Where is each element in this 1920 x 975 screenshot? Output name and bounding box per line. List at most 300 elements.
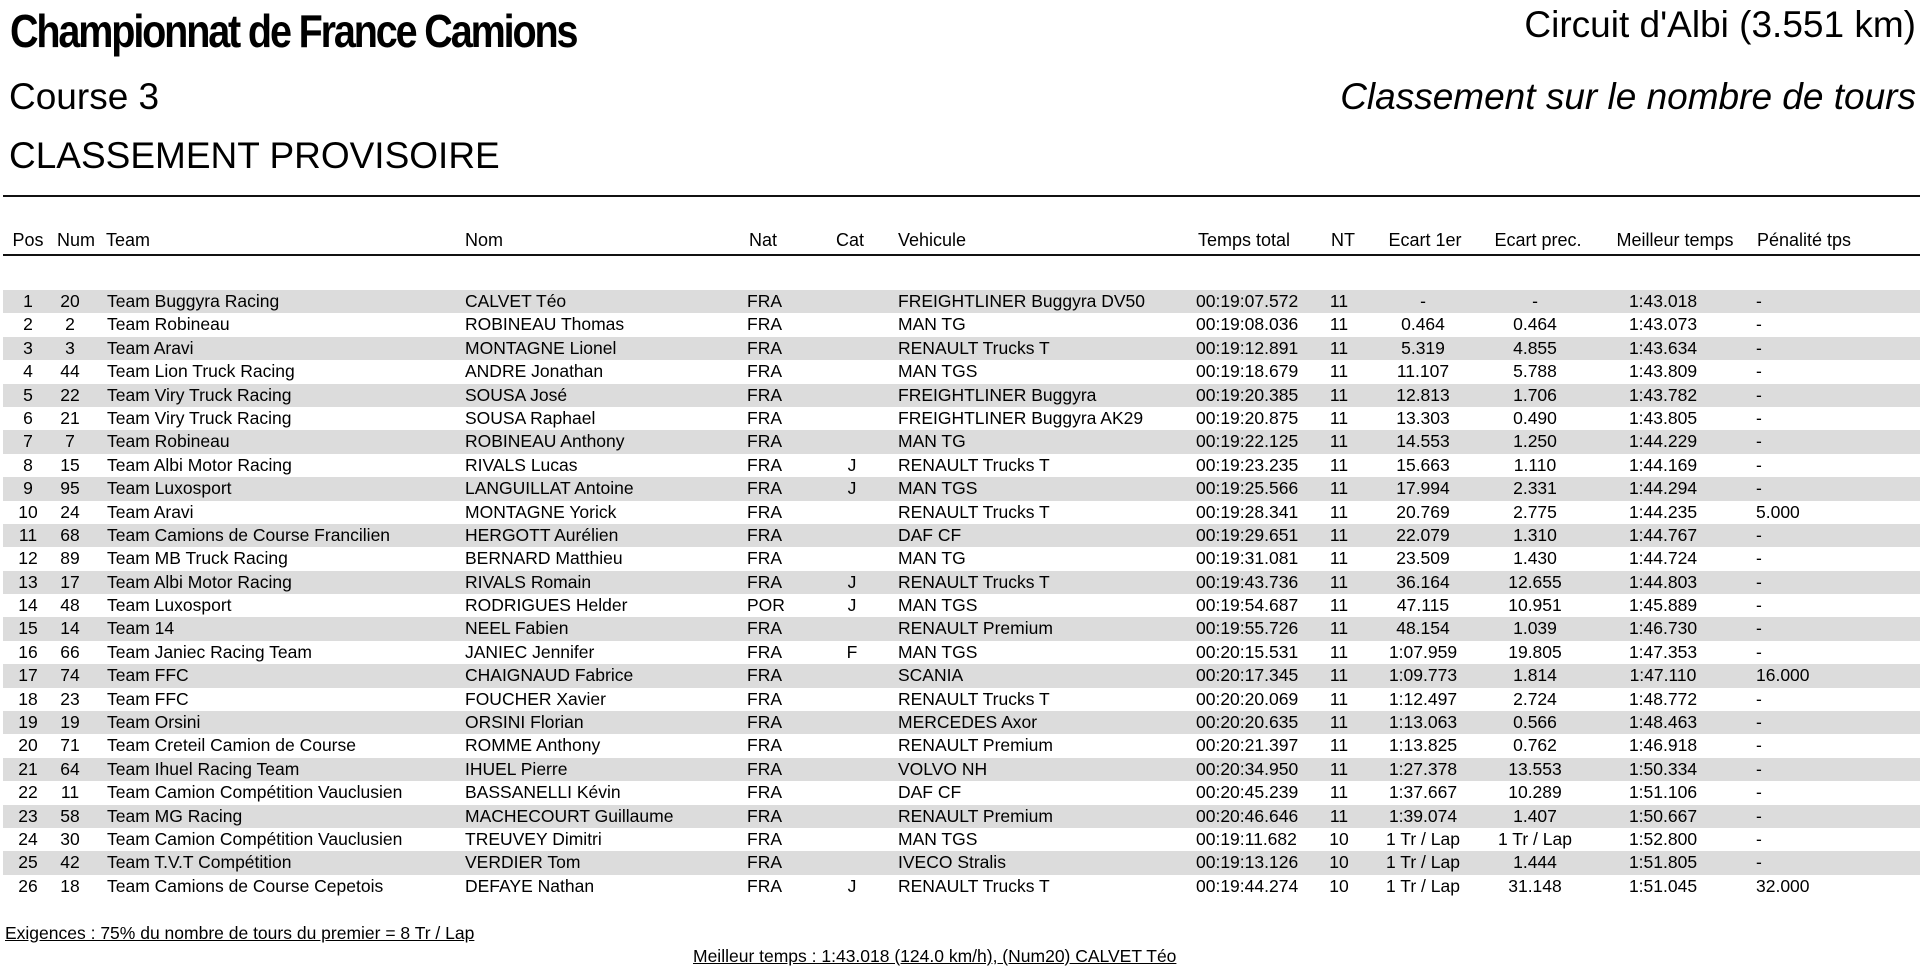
cell-penalite: - (1756, 618, 1762, 639)
cell-team: Team MB Truck Racing (107, 548, 288, 569)
cell-ecart-1er: 1 Tr / Lap (1386, 828, 1460, 849)
cell-team: Team Viry Truck Racing (107, 407, 292, 428)
cell-nom: VERDIER Tom (465, 852, 581, 873)
cell-nat: FRA (747, 478, 782, 499)
cell-cat: J (847, 478, 857, 499)
cell-nt: 11 (1329, 384, 1349, 405)
table-row (3, 758, 1920, 781)
cell-nt: 11 (1329, 641, 1349, 662)
cell-temps-total: 00:19:43.736 (1196, 571, 1299, 592)
cell-penalite: - (1756, 758, 1762, 779)
cell-penalite: - (1756, 735, 1762, 756)
table-row (3, 454, 1920, 477)
table-row (3, 501, 1920, 524)
cell-nt: 11 (1329, 431, 1349, 452)
cell-ecart-prec: 2.724 (1513, 688, 1557, 709)
cell-num: 24 (60, 501, 80, 522)
cell-nt: 11 (1329, 618, 1349, 639)
cell-temps-total: 00:19:28.341 (1196, 501, 1299, 522)
column-header-cat: Cat (835, 230, 864, 250)
cell-team: Team Luxosport (107, 478, 232, 499)
cell-temps-total: 00:19:55.726 (1196, 618, 1299, 639)
cell-ecart-1er: 1:39.074 (1388, 805, 1458, 826)
cell-cat: J (847, 454, 857, 475)
cell-nt: 11 (1329, 571, 1349, 592)
cell-team: Team Janiec Racing Team (107, 641, 312, 662)
cell-pos: 10 (18, 501, 38, 522)
cell-meilleur-temps: 1:44.235 (1628, 501, 1698, 522)
cell-pos: 6 (23, 407, 33, 428)
cell-pos: 20 (18, 735, 38, 756)
cell-meilleur-temps: 1:46.730 (1628, 618, 1698, 639)
cell-vehicule: IVECO Stralis (898, 852, 1006, 873)
cell-team: Team 14 (107, 618, 175, 639)
cell-pos: 3 (23, 337, 33, 358)
cell-meilleur-temps: 1:50.334 (1628, 758, 1698, 779)
cell-ecart-1er: 1:07.959 (1388, 641, 1458, 662)
cell-nom: NEEL Fabien (465, 618, 569, 639)
cell-nt: 11 (1329, 805, 1349, 826)
cell-pos: 9 (23, 478, 33, 499)
cell-ecart-1er: 36.164 (1396, 571, 1450, 592)
cell-num: 66 (60, 641, 80, 662)
cell-pos: 2 (23, 314, 33, 335)
cell-nt: 11 (1329, 407, 1349, 428)
table-row (3, 477, 1920, 500)
cell-nt: 11 (1329, 712, 1349, 733)
cell-vehicule: MAN TGS (898, 641, 978, 662)
cell-ecart-1er: 14.553 (1396, 431, 1450, 452)
cell-ecart-prec: 0.566 (1513, 712, 1557, 733)
column-header-meilleur-temps: Meilleur temps (1616, 230, 1734, 250)
cell-ecart-1er: 5.319 (1401, 337, 1445, 358)
cell-nt: 11 (1329, 524, 1349, 545)
column-header-nat: Nat (749, 230, 778, 250)
cell-ecart-prec: 0.490 (1513, 407, 1557, 428)
cell-penalite: 32.000 (1756, 875, 1810, 896)
cell-temps-total: 00:19:20.385 (1196, 384, 1299, 405)
cell-ecart-1er: 13.303 (1396, 407, 1450, 428)
cell-ecart-1er: 22.079 (1396, 524, 1450, 545)
cell-pos: 11 (18, 524, 38, 545)
cell-temps-total: 00:19:22.125 (1196, 431, 1299, 452)
cell-num: 42 (60, 852, 80, 873)
cell-num: 89 (60, 548, 80, 569)
cell-team: Team Albi Motor Racing (107, 571, 292, 592)
cell-temps-total: 00:19:54.687 (1196, 595, 1299, 616)
cell-nt: 11 (1329, 782, 1349, 803)
column-header-vehicule: Vehicule (898, 230, 967, 250)
cell-meilleur-temps: 1:48.772 (1628, 688, 1698, 709)
cell-pos: 22 (18, 782, 38, 803)
cell-pos: 1 (23, 291, 33, 311)
cell-cat: J (847, 595, 857, 616)
cell-ecart-prec: 31.148 (1508, 875, 1562, 896)
table-header (0, 230, 1920, 254)
cell-pos: 14 (18, 595, 38, 616)
cell-ecart-prec: 2.331 (1513, 478, 1557, 499)
cell-meilleur-temps: 1:48.463 (1628, 712, 1698, 733)
cell-ecart-1er: 47.115 (1396, 595, 1450, 616)
cell-penalite: 5.000 (1756, 501, 1800, 522)
cell-nt: 11 (1329, 454, 1349, 475)
cell-nat: FRA (747, 758, 782, 779)
cell-penalite: - (1756, 712, 1762, 733)
cell-ecart-prec: 12.655 (1508, 571, 1562, 592)
cell-temps-total: 00:20:15.531 (1196, 641, 1299, 662)
cell-ecart-prec: 1.407 (1513, 805, 1557, 826)
cell-ecart-1er: 1 Tr / Lap (1386, 852, 1460, 873)
cell-num: 19 (60, 712, 80, 733)
cell-vehicule: MAN TGS (898, 478, 978, 499)
cell-pos: 5 (23, 384, 33, 405)
cell-pos: 21 (18, 758, 38, 779)
cell-pos: 8 (23, 454, 33, 475)
cell-nom: MONTAGNE Yorick (465, 501, 617, 522)
cell-nat: FRA (747, 735, 782, 756)
cell-pos: 16 (18, 641, 38, 662)
cell-num: 20 (60, 291, 80, 311)
cell-team: Team Robineau (107, 314, 230, 335)
cell-vehicule: RENAULT Trucks T (898, 501, 1050, 522)
table-row (3, 617, 1920, 640)
cell-temps-total: 00:19:29.651 (1196, 524, 1299, 545)
cell-ecart-prec: 1.039 (1513, 618, 1557, 639)
cell-nom: MONTAGNE Lionel (465, 337, 617, 358)
cell-nom: BERNARD Matthieu (465, 548, 623, 569)
cell-ecart-prec: 0.762 (1513, 735, 1557, 756)
cell-meilleur-temps: 1:46.918 (1628, 735, 1698, 756)
cell-nat: FRA (747, 501, 782, 522)
cell-num: 23 (60, 688, 80, 709)
cell-temps-total: 00:20:17.345 (1196, 665, 1299, 686)
cell-cat: J (847, 875, 857, 896)
cell-vehicule: SCANIA (898, 665, 964, 686)
cell-team: Team Buggyra Racing (107, 291, 280, 311)
cell-nat: FRA (747, 407, 782, 428)
cell-nom: RIVALS Romain (465, 571, 592, 592)
cell-team: Team Camions de Course Francilien (107, 524, 391, 545)
cell-num: 14 (60, 618, 80, 639)
cell-nt: 11 (1329, 478, 1349, 499)
cell-vehicule: VOLVO NH (898, 758, 988, 779)
cell-temps-total: 00:19:23.235 (1196, 454, 1299, 475)
table-row (3, 524, 1920, 547)
cell-nat: FRA (747, 361, 782, 382)
cell-team: Team Camions de Course Cepetois (107, 875, 384, 896)
cell-temps-total: 00:19:12.891 (1196, 337, 1299, 358)
cell-nt: 11 (1329, 337, 1349, 358)
cell-nt: 11 (1329, 291, 1349, 311)
cell-meilleur-temps: 1:43.782 (1628, 384, 1698, 405)
cell-nat: FRA (747, 431, 782, 452)
cell-vehicule: MAN TGS (898, 595, 978, 616)
cell-nom: TREUVEY Dimitri (465, 828, 602, 849)
cell-meilleur-temps: 1:44.767 (1628, 524, 1698, 545)
cell-ecart-1er: 1:12.497 (1388, 688, 1458, 709)
cell-team: Team Luxosport (107, 595, 232, 616)
cell-vehicule: DAF CF (898, 782, 962, 803)
cell-vehicule: MAN TG (898, 314, 966, 335)
cell-penalite: - (1756, 548, 1762, 569)
cell-meilleur-temps: 1:43.018 (1628, 291, 1698, 311)
cell-nom: ORSINI Florian (465, 712, 584, 733)
cell-vehicule: MAN TGS (898, 828, 978, 849)
cell-temps-total: 00:19:31.081 (1196, 548, 1299, 569)
cell-nom: FOUCHER Xavier (465, 688, 606, 709)
table-row (3, 337, 1920, 360)
championship-title: Championnat de France Camions (10, 5, 577, 57)
cell-nat: FRA (747, 291, 782, 311)
cell-num: 74 (60, 665, 80, 686)
column-header-penalite: Pénalité tps (1757, 230, 1852, 250)
cell-penalite: - (1756, 641, 1762, 662)
cell-penalite: - (1756, 431, 1762, 452)
cell-nat: FRA (747, 688, 782, 709)
cell-ecart-1er: 20.769 (1396, 501, 1450, 522)
cell-vehicule: MAN TG (898, 548, 966, 569)
cell-team: Team FFC (107, 688, 189, 709)
cell-temps-total: 00:20:21.397 (1196, 735, 1299, 756)
cell-nom: RODRIGUES Helder (465, 595, 628, 616)
classification-status: CLASSEMENT PROVISOIRE (9, 135, 500, 176)
cell-num: 30 (60, 828, 80, 849)
column-header-nom: Nom (465, 230, 504, 250)
cell-temps-total: 00:19:25.566 (1196, 478, 1299, 499)
cell-num: 95 (60, 478, 80, 499)
cell-meilleur-temps: 1:45.889 (1628, 595, 1698, 616)
cell-ecart-prec: 2.775 (1513, 501, 1557, 522)
cell-nom: HERGOTT Aurélien (465, 524, 619, 545)
cell-team: Team FFC (107, 665, 189, 686)
cell-penalite: - (1756, 524, 1762, 545)
cell-team: Team T.V.T Compétition (107, 852, 292, 873)
cell-pos: 4 (23, 361, 33, 382)
table-row (3, 711, 1920, 734)
cell-nom: MACHECOURT Guillaume (465, 805, 674, 826)
cell-nom: ROMME Anthony (465, 735, 601, 756)
cell-meilleur-temps: 1:44.803 (1628, 571, 1698, 592)
cell-meilleur-temps: 1:47.353 (1628, 641, 1698, 662)
cell-nat: FRA (747, 712, 782, 733)
cell-temps-total: 00:19:07.572 (1196, 291, 1299, 311)
cell-nt: 10 (1329, 852, 1349, 873)
table-row (3, 290, 1920, 313)
cell-ecart-1er: 48.154 (1396, 618, 1450, 639)
table-row (3, 805, 1920, 828)
cell-penalite: - (1756, 407, 1762, 428)
cell-meilleur-temps: 1:50.667 (1628, 805, 1698, 826)
requirements-note: Exigences : 75% du nombre de tours du premier = 8 Tr / Lap (5, 923, 475, 943)
cell-vehicule: RENAULT Premium (898, 735, 1053, 756)
cell-nat: FRA (747, 524, 782, 545)
header-divider (3, 195, 1920, 197)
cell-num: 18 (60, 875, 80, 896)
classification-method: Classement sur le nombre de tours (1340, 76, 1916, 117)
cell-nat: FRA (747, 852, 782, 873)
cell-meilleur-temps: 1:43.073 (1628, 314, 1698, 335)
cell-meilleur-temps: 1:52.800 (1628, 828, 1698, 849)
column-header-ecart-1er: Ecart 1er (1388, 230, 1462, 250)
column-header-team: Team (106, 230, 151, 250)
cell-pos: 18 (18, 688, 38, 709)
cell-penalite: - (1756, 478, 1762, 499)
cell-nom: BASSANELLI Kévin (465, 782, 621, 803)
cell-penalite: - (1756, 688, 1762, 709)
cell-num: 44 (60, 361, 80, 382)
cell-meilleur-temps: 1:44.294 (1628, 478, 1698, 499)
cell-ecart-prec: 5.788 (1513, 361, 1557, 382)
cell-penalite: - (1756, 291, 1762, 311)
cell-vehicule: DAF CF (898, 524, 962, 545)
cell-num: 68 (60, 524, 80, 545)
cell-team: Team Ihuel Racing Team (107, 758, 300, 779)
cell-nat: FRA (747, 828, 782, 849)
cell-nom: ROBINEAU Anthony (465, 431, 625, 452)
cell-temps-total: 00:20:34.950 (1196, 758, 1299, 779)
cell-num: 15 (60, 454, 80, 475)
cell-team: Team Creteil Camion de Course (107, 735, 356, 756)
best-lap-note: Meilleur temps : 1:43.018 (124.0 km/h), (Num20) CALVET Téo (693, 946, 1177, 966)
cell-nt: 11 (1329, 758, 1349, 779)
cell-nom: SOUSA Raphael (465, 407, 596, 428)
cell-temps-total: 00:19:11.682 (1196, 828, 1297, 849)
table-row (3, 571, 1920, 594)
cell-nt: 11 (1329, 688, 1349, 709)
cell-vehicule: RENAULT Trucks T (898, 454, 1050, 475)
cell-penalite: - (1756, 571, 1762, 592)
cell-nt: 11 (1329, 548, 1349, 569)
table-row (3, 781, 1920, 804)
cell-temps-total: 00:20:20.635 (1196, 712, 1299, 733)
cell-temps-total: 00:19:08.036 (1196, 314, 1299, 335)
cell-ecart-prec: 1.706 (1513, 384, 1557, 405)
cell-num: 2 (65, 314, 75, 335)
table-row (3, 734, 1920, 757)
cell-num: 48 (60, 595, 80, 616)
cell-nat: FRA (747, 618, 782, 639)
cell-pos: 12 (18, 548, 38, 569)
cell-vehicule: FREIGHTLINER Buggyra DV50 (898, 291, 1146, 311)
cell-penalite: - (1756, 384, 1762, 405)
cell-ecart-1er: 12.813 (1396, 384, 1450, 405)
cell-vehicule: RENAULT Trucks T (898, 571, 1050, 592)
cell-team: Team Viry Truck Racing (107, 384, 292, 405)
cell-meilleur-temps: 1:44.724 (1628, 548, 1698, 569)
cell-nom: RIVALS Lucas (465, 454, 578, 475)
cell-meilleur-temps: 1:44.169 (1628, 454, 1698, 475)
cell-team: Team MG Racing (107, 805, 243, 826)
course-label: Course 3 (9, 76, 160, 117)
cell-nt: 10 (1329, 875, 1349, 896)
cell-team: Team Lion Truck Racing (107, 361, 295, 382)
cell-num: 22 (60, 384, 80, 405)
circuit-name: Circuit d'Albi (3.551 km) (1524, 4, 1916, 45)
table-row (3, 384, 1920, 407)
cell-ecart-1er: 11.107 (1396, 361, 1450, 382)
cell-temps-total: 00:20:45.239 (1196, 782, 1299, 803)
cell-nom: JANIEC Jennifer (465, 641, 595, 662)
cell-team: Team Aravi (107, 337, 194, 358)
cell-nom: ROBINEAU Thomas (465, 314, 625, 335)
cell-pos: 17 (18, 665, 38, 686)
cell-ecart-prec: - (1532, 291, 1538, 311)
table-row (3, 851, 1920, 874)
cell-ecart-prec: 13.553 (1508, 758, 1562, 779)
cell-nom: CHAIGNAUD Fabrice (465, 665, 634, 686)
cell-num: 64 (60, 758, 80, 779)
cell-nat: FRA (747, 548, 782, 569)
cell-temps-total: 00:19:18.679 (1196, 361, 1299, 382)
table-row (3, 547, 1920, 570)
cell-ecart-1er: 17.994 (1396, 478, 1450, 499)
cell-ecart-prec: 0.464 (1513, 314, 1557, 335)
cell-nat: FRA (747, 384, 782, 405)
cell-pos: 15 (18, 618, 38, 639)
cell-cat: J (847, 571, 857, 592)
cell-nom: CALVET Téo (465, 291, 567, 311)
cell-vehicule: FREIGHTLINER Buggyra (898, 384, 1097, 405)
cell-team: Team Aravi (107, 501, 194, 522)
cell-vehicule: MAN TGS (898, 361, 978, 382)
cell-ecart-prec: 19.805 (1508, 641, 1562, 662)
cell-meilleur-temps: 1:51.805 (1628, 852, 1698, 873)
cell-team: Team Orsini (107, 712, 201, 733)
cell-team: Team Camion Compétition Vauclusien (107, 828, 403, 849)
cell-nt: 10 (1329, 828, 1349, 849)
cell-ecart-1er: 23.509 (1396, 548, 1450, 569)
cell-nat: FRA (747, 454, 782, 475)
cell-pos: 25 (18, 852, 38, 873)
cell-num: 7 (65, 431, 75, 452)
cell-num: 11 (60, 782, 80, 803)
cell-ecart-prec: 10.951 (1508, 595, 1562, 616)
cell-ecart-1er: 1:13.825 (1388, 735, 1458, 756)
cell-nt: 11 (1329, 361, 1349, 382)
cell-pos: 7 (23, 431, 33, 452)
column-header-nt: NT (1331, 230, 1355, 250)
cell-ecart-prec: 10.289 (1508, 782, 1562, 803)
cell-vehicule: MAN TG (898, 431, 966, 452)
cell-nom: DEFAYE Nathan (465, 875, 595, 896)
column-header-pos: Pos (12, 230, 44, 250)
table-row (3, 313, 1920, 336)
cell-nom: SOUSA José (465, 384, 568, 405)
cell-meilleur-temps: 1:47.110 (1629, 665, 1697, 686)
table-row (3, 875, 1920, 898)
cell-nt: 11 (1329, 595, 1349, 616)
cell-nom: LANGUILLAT Antoine (465, 478, 634, 499)
cell-penalite: - (1756, 828, 1762, 849)
cell-ecart-prec: 1.310 (1513, 524, 1557, 545)
cell-nom: IHUEL Pierre (465, 758, 568, 779)
cell-cat: F (846, 641, 858, 662)
cell-num: 71 (60, 735, 80, 756)
cell-team: Team Camion Compétition Vauclusien (107, 782, 403, 803)
cell-vehicule: RENAULT Trucks T (898, 875, 1050, 896)
cell-num: 17 (60, 571, 80, 592)
cell-vehicule: RENAULT Trucks T (898, 688, 1050, 709)
cell-meilleur-temps: 1:43.805 (1628, 407, 1698, 428)
cell-penalite: - (1756, 595, 1762, 616)
cell-num: 3 (65, 337, 75, 358)
cell-meilleur-temps: 1:44.229 (1628, 431, 1698, 452)
cell-ecart-prec: 1.444 (1513, 852, 1557, 873)
cell-penalite: - (1756, 782, 1762, 803)
cell-ecart-prec: 1.430 (1513, 548, 1557, 569)
table-row (3, 641, 1920, 664)
cell-num: 58 (60, 805, 80, 826)
